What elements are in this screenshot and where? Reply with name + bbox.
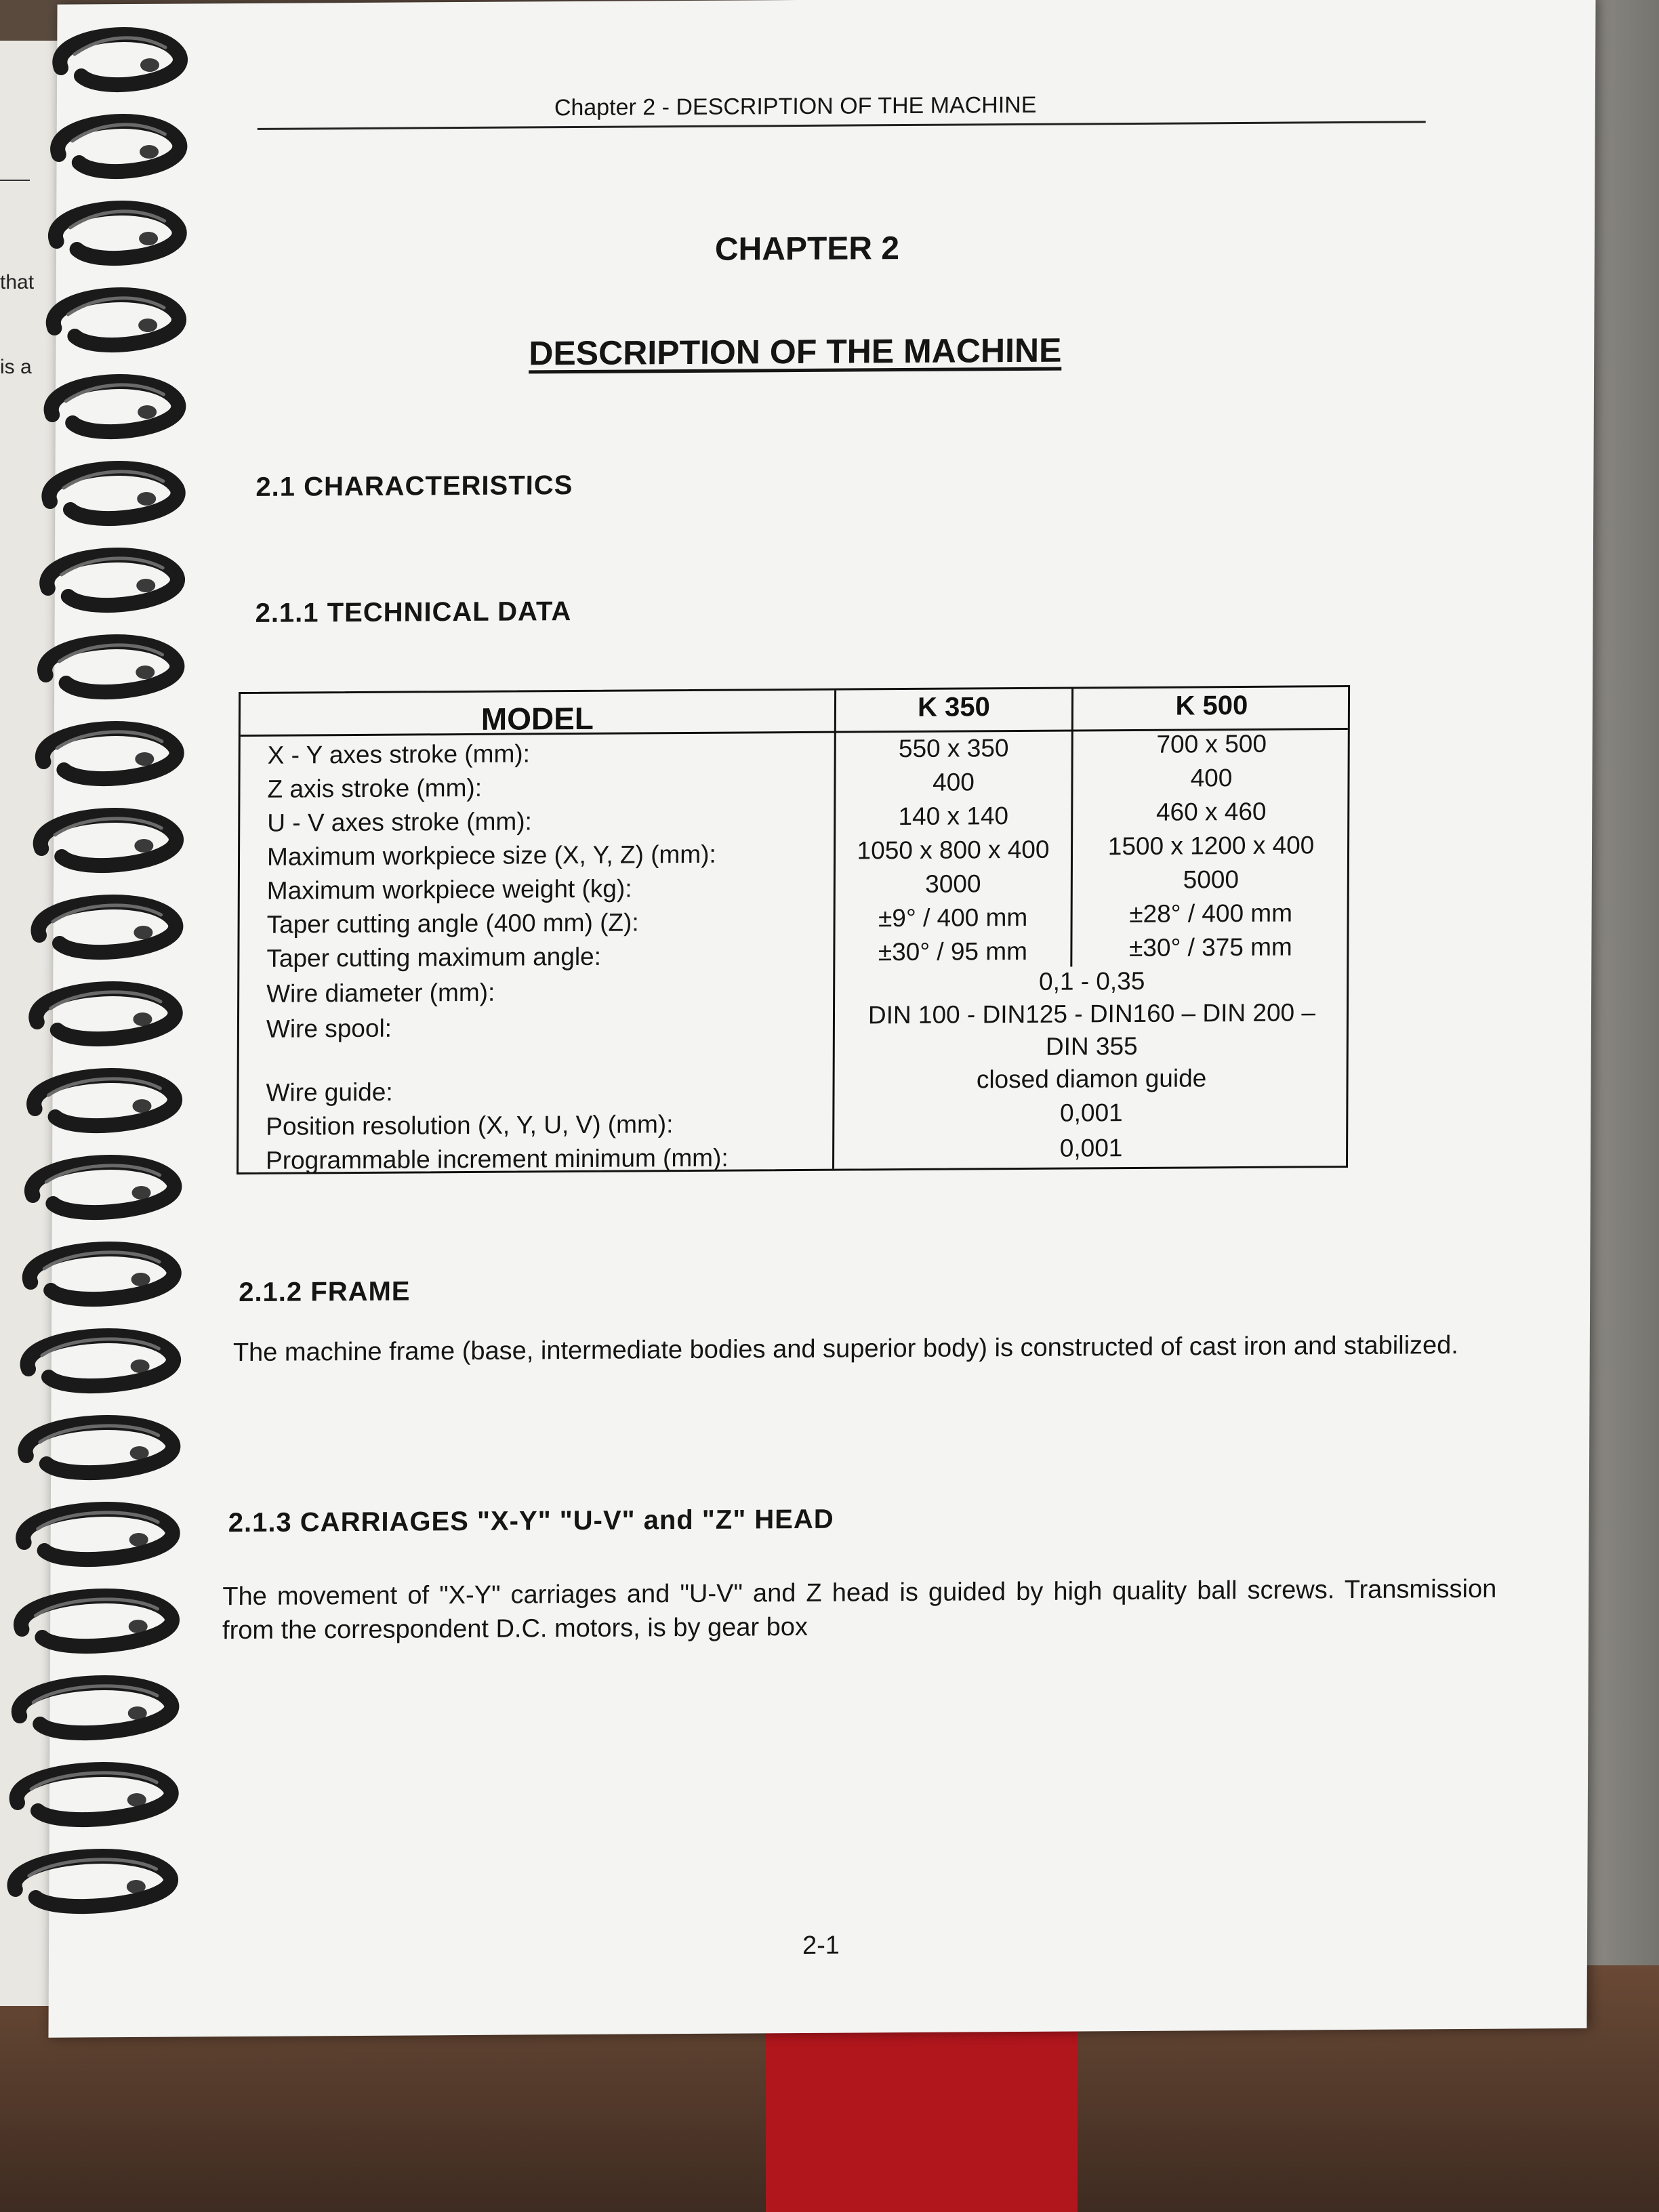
k500-value: 1500 x 1200 x 400 <box>1107 831 1315 861</box>
section-heading-carriages: 2.1.3 CARRIAGES "X-Y" "U-V" and "Z" HEAD <box>228 1504 834 1538</box>
section-heading-characteristics: 2.1 CHARACTERISTICS <box>255 470 573 502</box>
k350-value: 1050 x 800 x 400 <box>857 835 1050 865</box>
coil-wire <box>49 468 178 518</box>
paragraph-frame: The machine frame (base, intermediate bodies and superior body) is constructed of cast iron and stabilized. <box>232 1331 1459 1368</box>
coil-wire <box>23 1509 172 1559</box>
spiral-coil <box>32 1162 174 1212</box>
coil-wire <box>39 902 176 952</box>
coil-wire <box>34 1076 175 1126</box>
punch-hole <box>132 1186 151 1200</box>
spiral-coil <box>25 1422 173 1473</box>
punch-hole <box>136 579 155 592</box>
row-label: Wire diameter (mm): <box>266 978 495 1008</box>
coil-wire <box>32 1162 174 1212</box>
background-red-object <box>766 2026 1078 2212</box>
k350-value: ±30° / 95 mm <box>878 937 1028 966</box>
technical-data-table <box>237 685 1350 1174</box>
spiral-coil <box>39 902 176 952</box>
shared-value: DIN 100 - DIN125 - DIN160 – DIN 200 – <box>867 998 1316 1029</box>
spiral-coil <box>60 35 180 85</box>
spiral-binding <box>0 0 203 2033</box>
k500-value: 700 x 500 <box>1156 729 1267 758</box>
punch-hole <box>140 58 159 72</box>
spiral-coil <box>23 1509 172 1559</box>
punch-hole <box>139 232 158 245</box>
k500-value: ±30° / 375 mm <box>1128 933 1292 962</box>
spiral-coil <box>21 1596 172 1646</box>
paragraph-carriages: The movement of "X-Y" carriages and "U-V" and Z head is guided by high quality ball screws. Transmission from the correspondent D.C. motors, is by gear box <box>222 1574 1497 1645</box>
k350-value: 550 x 350 <box>898 734 1009 763</box>
punch-hole <box>135 752 154 766</box>
running-header: Chapter 2 - DESCRIPTION OF THE MACHINE <box>554 91 1037 121</box>
shared-value: DIN 355 <box>1045 1031 1138 1061</box>
shared-value: closed diamon guide <box>976 1064 1207 1094</box>
spiral-coil <box>36 989 175 1039</box>
coil-wire <box>30 1249 174 1299</box>
k350-value: 140 x 140 <box>898 802 1009 831</box>
spiral-coil <box>56 208 180 258</box>
spiral-coil <box>15 1856 171 1906</box>
shared-value: 0,001 <box>1059 1099 1123 1127</box>
manual-page <box>48 0 1595 2038</box>
k500-value: 460 x 460 <box>1155 797 1267 826</box>
row-label: Wire spool: <box>266 1014 392 1043</box>
spiral-coil <box>17 1769 171 1820</box>
row-label: Maximum workpiece weight (kg): <box>266 874 632 905</box>
k350-value: ±9° / 400 mm <box>878 903 1028 933</box>
spiral-coil <box>47 555 178 605</box>
coil-wire <box>54 295 179 345</box>
coil-wire <box>60 35 180 85</box>
section-heading-frame: 2.1.2 FRAME <box>239 1276 411 1308</box>
chapter-title: DESCRIPTION OF THE MACHINE <box>529 331 1062 373</box>
spiral-coil <box>58 121 180 171</box>
row-label: Programmable increment minimum (mm): <box>266 1143 729 1174</box>
spiral-coil <box>19 1683 171 1733</box>
row-label: X - Y axes stroke (mm): <box>267 739 531 769</box>
spiral-coil <box>43 729 177 779</box>
k350-value: 3000 <box>925 869 981 898</box>
coil-wire <box>58 121 180 171</box>
table-header-k500: K 500 <box>1175 690 1248 721</box>
chapter-number: CHAPTER 2 <box>714 230 900 268</box>
punch-hole <box>138 405 157 419</box>
coil-wire <box>56 208 180 258</box>
previous-page-fragment: is a <box>0 356 32 378</box>
coil-wire <box>28 1336 173 1386</box>
spiral-coil <box>45 642 177 692</box>
coil-wire <box>25 1422 173 1473</box>
row-label: U - V axes stroke (mm): <box>267 807 532 837</box>
coil-wire <box>36 989 175 1039</box>
row-label: Maximum workpiece size (X, Y, Z) (mm): <box>266 840 716 871</box>
spiral-coil <box>41 815 176 865</box>
page-number: 2-1 <box>802 1931 840 1960</box>
row-label: Z axis stroke (mm): <box>267 773 483 803</box>
k500-value: 400 <box>1190 764 1233 792</box>
k500-value: ±28° / 400 mm <box>1129 899 1293 928</box>
coil-wire <box>43 729 177 779</box>
row-label: Taper cutting angle (400 mm) (Z): <box>266 908 639 939</box>
table-header-k350: K 350 <box>918 692 990 722</box>
punch-hole <box>134 839 153 853</box>
spiral-coil <box>34 1076 175 1126</box>
header-rule <box>258 121 1426 130</box>
punch-hole <box>140 145 159 159</box>
previous-page-fragment: that <box>0 271 35 293</box>
coil-wire <box>45 642 177 692</box>
spiral-coil <box>49 468 178 518</box>
punch-hole <box>137 492 156 506</box>
section-heading-technical-data: 2.1.1 TECHNICAL DATA <box>255 596 572 628</box>
coil-wire <box>41 815 176 865</box>
row-label: Position resolution (X, Y, U, V) (mm): <box>266 1110 674 1141</box>
shared-value: 0,1 - 0,35 <box>1038 966 1145 996</box>
coil-wire <box>52 382 179 432</box>
spiral-coil <box>52 382 179 432</box>
spiral-coil <box>28 1336 173 1386</box>
spiral-coil <box>30 1249 174 1299</box>
k500-value: 5000 <box>1183 865 1240 894</box>
k350-value: 400 <box>933 768 975 796</box>
punch-hole <box>136 665 155 679</box>
row-label: Wire guide: <box>266 1078 393 1107</box>
table-header-model: MODEL <box>480 700 594 737</box>
spiral-coil <box>54 295 179 345</box>
coil-wire <box>47 555 178 605</box>
punch-hole <box>134 926 152 939</box>
punch-hole <box>132 1099 151 1113</box>
punch-hole <box>133 1012 152 1026</box>
punch-hole <box>138 319 157 332</box>
shared-value: 0,001 <box>1059 1134 1123 1162</box>
row-label: Taper cutting maximum angle: <box>266 942 602 972</box>
